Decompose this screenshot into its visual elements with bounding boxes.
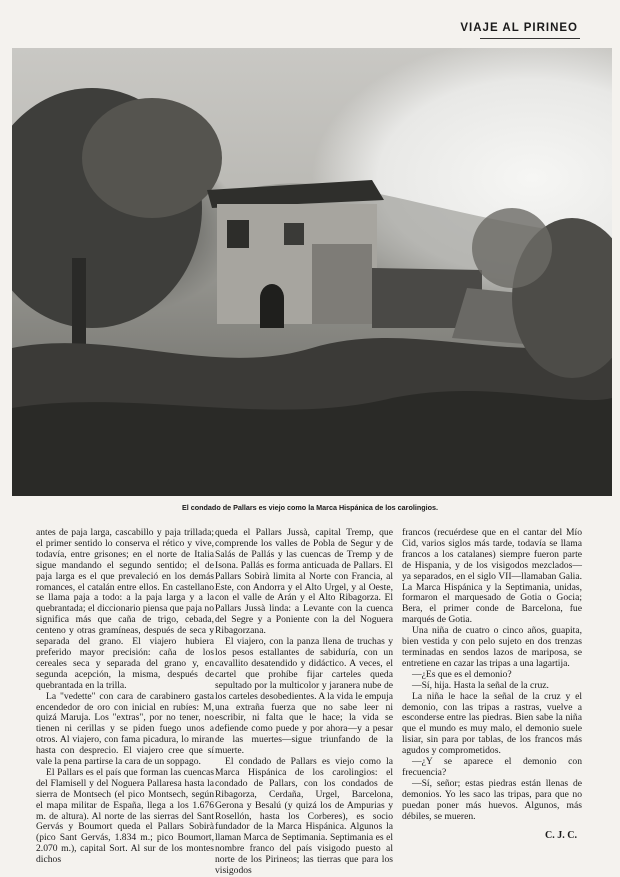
text-column-1: [36, 528, 214, 866]
paragraph: La niña le hace la señal de la cruz y el demonio, con las tripas a rastras, vuelve a esconderse entre las piedras. Bien sabe la niña que el mundo es muy malo, el demonio suele lisiar, sin para por tablas, de los francos más agudos y comprometidos.: [402, 690, 582, 757]
photo-caption: El condado de Pallars es viejo como la Marca Hispánica de los carolingios.: [181, 503, 439, 512]
dialogue-line: —Sí, señor; estas piedras están llenas de demonios. Yo les saco las tripas, para que no puedan poner más huevos. Algunos, más débiles, se mueren.: [402, 777, 582, 822]
paragraph: La "vedette" con cara de carabinero gasta encendedor de oro con inicial en rubíes: M, quizá Maruja. Los "extras", por no tener, no tienen ni cerillas y se piden fuego unos a otros. Al viajero, con fama picadura, lo miran hasta con desprecio. El viajero cree que sí vale la pena partirse la cara de un soppago.: [36, 690, 214, 768]
dialogue-line: —Sí, hija. Hasta la señal de la cruz.: [412, 679, 549, 691]
paragraph: Una niña de cuatro o cinco años, guapita, bien vestida y con pelo sujeto en dos trenzas terminadas en sendos lazos de mariposa, se entretiene en cazar las tripas a una lagartija.: [402, 625, 582, 669]
paragraph: queda el Pallars Jussà, capital Tremp, que comprende los valles de Pobla de Segur y de Salás de Pallás y las cuencas de Tremp y de Isona. Pallás es forma anticuada de Pallars. El Pallars Sobirà limita al Norte con Francia, al Este, con Andorra y el Alto Urgel, y al Oeste, con el valle de Arán y el Alto Ribagorza. El Pallars Jussà linda: a Levante con la cuenca del Segre y a Poniente con la del Noguera Ribagorzana.: [215, 527, 393, 637]
paragraph: El viajero, con la panza llena de truchas y los pesos estallantes de sabiduría, con un cavallito desatendido y didáctico. A veces, el cartel que prohíbe fijar carteles queda sepultado por la multicolor y jaranera nube de los carteles desobedientes. A la vida le empuja una extraña fuerza que no sabe leer ni escribir, ni falta que le hace; la vida se defiende como puede y por ahora—y a pesar de las muertes—sigue triunfando de la muerte.: [215, 636, 393, 757]
paragraph: El condado de Pallars es viejo como la Marca Hispánica de los carolingios: el condado de Pallars, con los condados de Ribagorza, Cerdaña, Urgel, Barcelona, Gerona y Besalú (y quizá los de Ampurias y Rosellón, hasta los Corberes), es socio fundador de la Marca Hispánica. Algunos la llaman Marca de Septimania. Septimania es el nombre franco del país visigodo puesto al norte de los Pirineos; las tierras que para los visigodos: [215, 756, 393, 877]
dialogue-line: —¿Es que es el demonio?: [412, 668, 512, 680]
paragraph: francos (recuérdese que en el cantar del Mío Cid, varios siglos más tarde, todavía se llama francos a los catalanes) siempre fueron parte de Hispania, y de los visigodos mezclados—ya separados, en el siglo VII—llamaban Galia. La Marca Hispánica y la Septimania, unidas, formaron el marquesado de Gotia o Gocia; Bera, el primer conde de Barcelona, fue marqués de Gotia.: [402, 527, 582, 626]
landscape-photo: [12, 48, 612, 496]
header-rule: [480, 38, 580, 39]
paragraph: antes de paja larga, cascabillo y paja trillada; el primer sentido lo conserva el rético y vive, todavía, entre grisones; en el norte de Italia sigue mandando el segundo sentido; el de paja larga es el que prevaleció en los demás romances, el catalán entre ellos. En castellano se llama paja a todo: a la paja larga y a la quebrantada; el diccionario piensa que paja no significa más que caña de trigo, cebada, centeno y otras gramíneas, después de seca y separada del grano. El viajero hubiera preferido mayor precisión: caña de los cereales seca y separada del grano y, en segunda acepción, la misma, después de quebrantada en la trilla.: [36, 527, 214, 691]
text-column-2: [215, 528, 393, 877]
author-signature: C. J. C.: [545, 830, 577, 841]
text-column-3: [402, 528, 582, 822]
dialogue-line: —¿Y se aparece el demonio con frecuencia?: [402, 756, 582, 778]
running-header: VIAJE AL PIRINEO: [460, 22, 578, 34]
paragraph: El Pallars es el país que forman las cuencas del Flamisell y del Noguera Pallaresa hasta la sierra de Montsech (el pico Montsech, según el mapa militar de España, llega a los 1.676 m. de altura). Al norte de las sierras del Sant Gervás y Boumort queda el Pallars Sobirà (pico Sant Gervás, 1.834 m.; pico Boumort, 2.070 m.), capital Sort. Al sur de los montes dichos: [36, 766, 214, 866]
